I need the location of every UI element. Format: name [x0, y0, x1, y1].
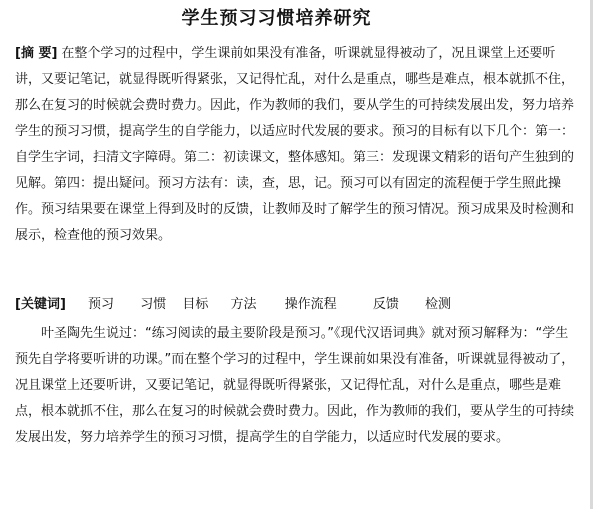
keyword-item: 目标 [182, 297, 209, 312]
keywords-label: [关键词] [15, 297, 66, 312]
abstract-paragraph [15, 41, 575, 249]
keyword-item: 习惯 [140, 297, 167, 312]
keywords-line [15, 292, 575, 318]
keyword-item: 反馈 [372, 297, 399, 312]
abstract-text: 在整个学习的过程中，学生课前如果没有准备，听课就显得被动了，况且课堂上还要听讲，又要记笔记，就显得既听得紧张，又记得忙乱，对什么是重点，哪些是难点，根本就抓不住，那么在复习的时候就会费时费力。因此，作为教师的我们，要从学生的可持续发展出发，努力培养学生的预习习惯，提高学生的自学能力，以适应时代发展的要求。预习的目标有以下几个：第一：自学生字词，扫清文字障碍。第二：初读课文，整体感知。第三：发现课文精彩的语句产生独到的见解。第四：提出疑问。预习方法有：读，查，思，记。预习可以有固定的流程便于学生照此操作。预习结果要在课堂上得到及时的反馈，让教师及时了解学生的预习情况。预习成果及时检测和展示，检查他的预习效果。 [15, 46, 575, 243]
abstract-label: [摘 要] [15, 46, 58, 61]
keyword-item: 操作流程 [284, 297, 337, 312]
document-title: 学生预习习惯培养研究 [181, 8, 372, 29]
keyword-item: 方法 [230, 297, 257, 312]
intro-paragraph: 叶圣陶先生说过：“练习阅读的最主要阶段是预习。”《现代汉语词典》就对预习解释为：“学生预先自学将要听讲的功课。”而在整个学习的过程中，学生课前如果没有准备，听课就显得被动了，况且课堂上还要听讲，又要记笔记，就显得既听得紧张，又记得忙乱，对什么是重点，哪些是难点，根本就抓不住，那么在复习的时候就会费时费力。因此，作为教师的我们，要从学生的可持续发展出发，努力培养学生的预习习惯，提高学生的自学能力，以适应时代发展的要求。 [15, 326, 575, 445]
keyword-item: 预习 [88, 297, 115, 312]
keyword-item: 检测 [424, 297, 451, 312]
